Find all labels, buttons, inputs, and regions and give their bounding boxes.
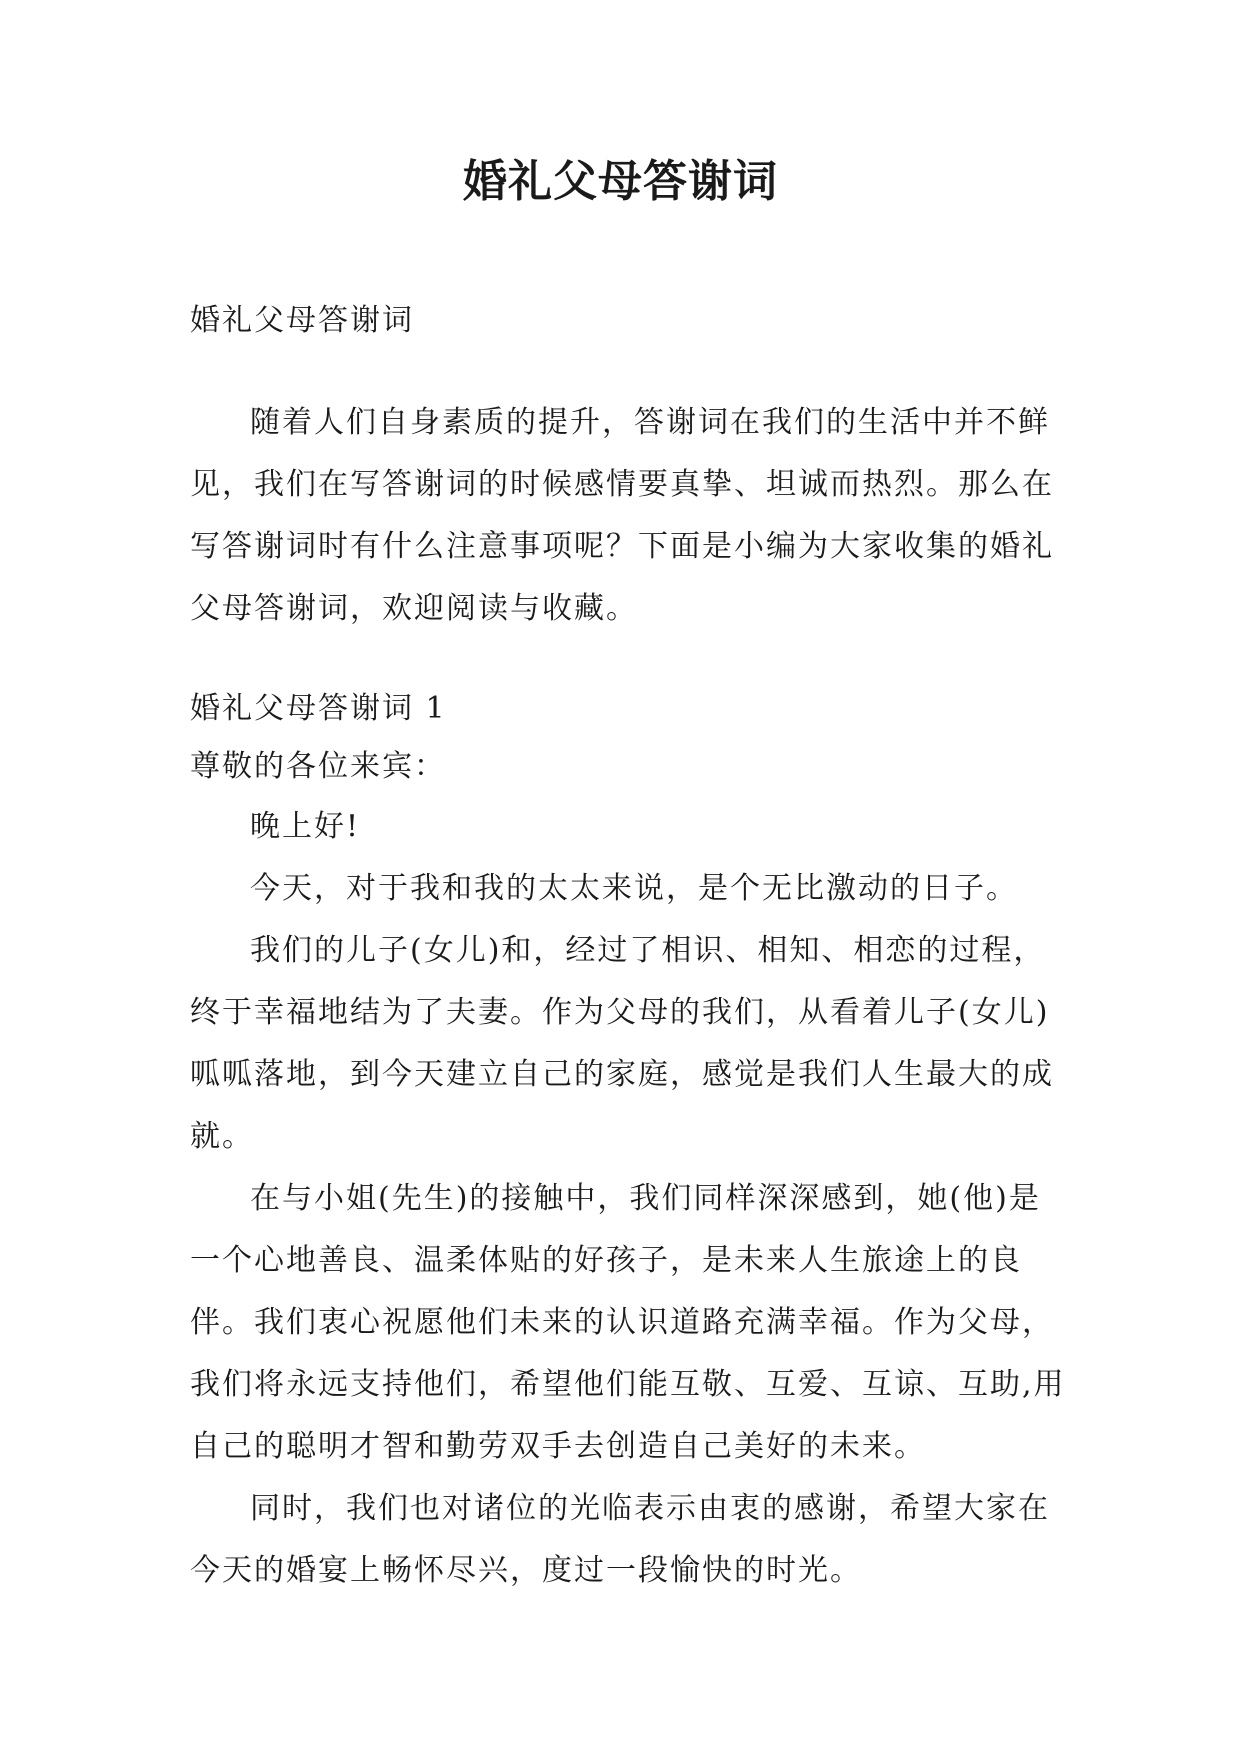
section-heading: 婚礼父母答谢词 1 <box>190 691 447 726</box>
document-body <box>190 290 1070 1602</box>
intro-paragraph: 随着人们自身素质的提升，答谢词在我们的生活中并不鲜见，我们在写答谢词的时候感情要真挚、坦诚而热烈。那么在写答谢词时有什么注意事项呢？下面是小编为大家收集的婚礼父母答谢词，欢迎阅读与收藏。 <box>190 405 1054 626</box>
salutation: 尊敬的各位来宾： <box>190 749 446 784</box>
body-paragraph-3: 在与小姐(先生)的接触中，我们同样深深感到，她(他)是一个心地善良、温柔体贴的好孩子，是未来人生旅途上的良伴。我们衷心祝愿他们未来的认识道路充满幸福。作为父母，我们将永远支持他们，希望他们能互敬、互爱、互谅、互助,用自己的聪明才智和勤劳双手去创造自己美好的未来。 <box>190 1181 1066 1464</box>
document-subtitle: 婚礼父母答谢词 <box>190 303 414 338</box>
body-paragraph-2: 我们的儿子(女儿)和，经过了相识、相知、相恋的过程，终于幸福地结为了夫妻。作为父母的我们，从看着儿子(女儿)呱呱落地，到今天建立自己的家庭，感觉是我们人生最大的成就。 <box>190 933 1054 1154</box>
greeting: 晚上好! <box>250 809 361 844</box>
document-title: 婚礼父母答谢词 <box>463 156 778 207</box>
body-paragraph-1: 今天，对于我和我的太太来说，是个无比激动的日子。 <box>250 871 1018 906</box>
body-paragraph-4: 同时，我们也对诸位的光临表示由衷的感谢，希望大家在今天的婚宴上畅怀尽兴，度过一段愉快的时光。 <box>190 1491 1050 1588</box>
